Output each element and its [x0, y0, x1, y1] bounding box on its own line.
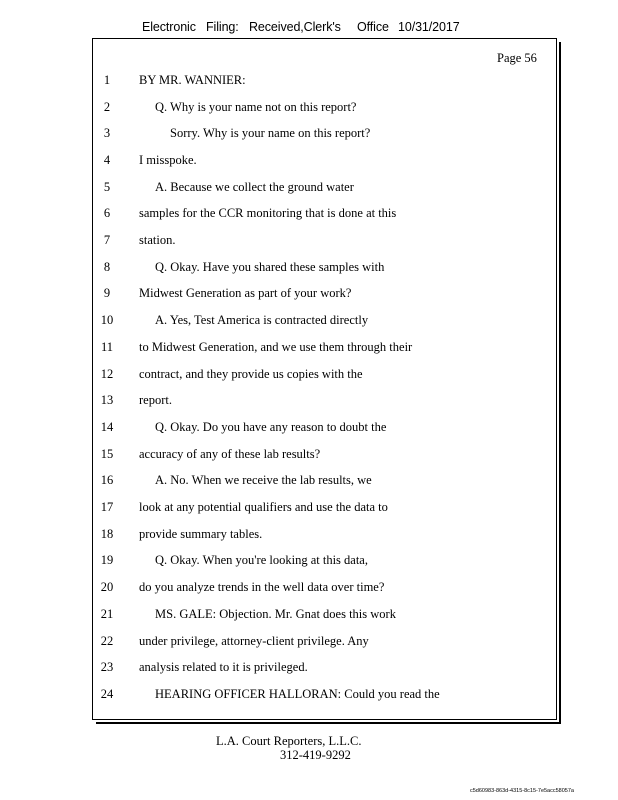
- line-text: analysis related to it is privileged.: [139, 660, 308, 674]
- line-number: 12: [100, 367, 114, 381]
- line-text: look at any potential qualifiers and use the data to: [139, 500, 388, 514]
- line-text: BY MR. WANNIER:: [139, 73, 246, 87]
- line-number: 8: [103, 260, 111, 274]
- footer-company: L.A. Court Reporters, L.L.C.: [216, 734, 362, 748]
- line-text: to Midwest Generation, and we use them through their: [139, 340, 413, 354]
- line-text: A. Yes, Test America is contracted directly: [155, 313, 369, 327]
- line-text: Sorry. Why is your name on this report?: [170, 126, 371, 140]
- line-number: 17: [100, 500, 114, 514]
- header-electronic: Electronic: [142, 20, 196, 34]
- line-text: Midwest Generation as part of your work?: [139, 286, 352, 300]
- line-number: 10: [100, 313, 114, 327]
- line-text: provide summary tables.: [139, 527, 263, 541]
- line-number: 11: [100, 340, 114, 354]
- line-text: station.: [139, 233, 176, 247]
- line-number: 2: [103, 100, 111, 114]
- line-text: report.: [139, 393, 172, 407]
- line-text: samples for the CCR monitoring that is done at this: [139, 206, 397, 220]
- line-text: Q. Okay. Have you shared these samples with: [155, 260, 385, 274]
- line-text: Q. Okay. Do you have any reason to doubt the: [155, 420, 387, 434]
- line-number: 6: [103, 206, 111, 220]
- header-received: Received,Clerk's: [249, 20, 341, 34]
- footer-phone: 312-419-9292: [280, 748, 351, 762]
- line-text: do you analyze trends in the well data over time?: [139, 580, 385, 594]
- line-number: 18: [100, 527, 114, 541]
- line-number: 23: [100, 660, 114, 674]
- line-number: 22: [100, 634, 114, 648]
- line-number: 5: [103, 180, 111, 194]
- line-text: contract, and they provide us copies with the: [139, 367, 363, 381]
- document-hash: c5d60983-863d-4315-8c15-7e5acc58057a: [470, 788, 574, 794]
- header-office: Office: [357, 20, 389, 34]
- line-text: A. No. When we receive the lab results, we: [155, 473, 372, 487]
- line-number: 3: [103, 126, 111, 140]
- line-text: MS. GALE: Objection. Mr. Gnat does this work: [155, 607, 396, 621]
- line-text: I misspoke.: [139, 153, 197, 167]
- line-number: 14: [100, 420, 114, 434]
- line-number: 16: [100, 473, 114, 487]
- line-number: 24: [100, 687, 114, 701]
- line-text: accuracy of any of these lab results?: [139, 447, 321, 461]
- line-number: 7: [103, 233, 111, 247]
- line-text: under privilege, attorney-client privilege. Any: [139, 634, 369, 648]
- line-number: 4: [103, 153, 111, 167]
- line-number: 15: [100, 447, 114, 461]
- line-number: 20: [100, 580, 114, 594]
- line-text: A. Because we collect the ground water: [155, 180, 354, 194]
- header-filing: Filing:: [206, 20, 239, 34]
- line-text: Q. Why is your name not on this report?: [155, 100, 357, 114]
- line-text: Q. Okay. When you're looking at this data,: [155, 553, 368, 567]
- line-number: 9: [103, 286, 111, 300]
- line-number: 21: [100, 607, 114, 621]
- page-number: Page 56: [497, 51, 537, 65]
- line-number: 19: [100, 553, 114, 567]
- line-text: HEARING OFFICER HALLORAN: Could you read the: [155, 687, 440, 701]
- line-number: 13: [100, 393, 114, 407]
- line-number: 1: [103, 73, 111, 87]
- header-date: 10/31/2017: [398, 20, 460, 34]
